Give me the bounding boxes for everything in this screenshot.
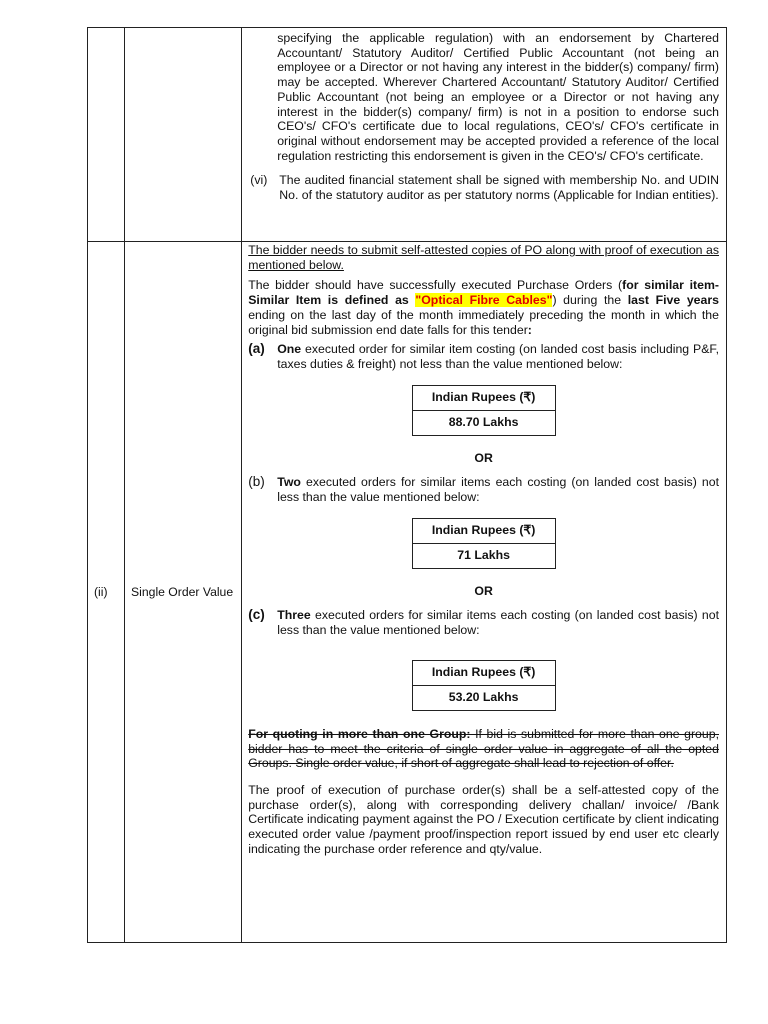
- list-item-vi: [248, 173, 719, 202]
- or-separator-1: OR: [474, 450, 493, 465]
- value-box-c-header: Indian Rupees (₹): [412, 660, 555, 685]
- option-b-text: executed orders for similar items each costing (on landed cost basis) not less than the value mentioned below:: [277, 475, 719, 505]
- option-a-marker: (a): [248, 341, 265, 357]
- para-bold-3: :: [527, 322, 532, 337]
- serial-number: (ii): [94, 584, 108, 599]
- option-b-count: Two: [277, 475, 301, 490]
- item-vi-text: The audited financial statement shall be signed with membership No. and UDIN No. of the statutory auditor as per statutory norms (Applicable for Indian entities).: [279, 173, 719, 203]
- serial-cell-empty: [88, 28, 125, 242]
- heading-cell: [125, 242, 242, 943]
- para-bold-2: last Five years: [627, 293, 719, 308]
- proof-paragraph: The proof of execution of purchase order(s) shall be a self-attested copy of the purchase order(s), along with corresponding delivery challan/ invoice/ /Bank Certificate indicating payment against the PO / Execution certificate by client indicating executed order value /payment proof/inspection report issued by end user etc clearly indicating the purchase order reference and qty/value.: [248, 782, 719, 856]
- criterion-heading: Single Order Value: [131, 584, 234, 599]
- option-c-marker: (c): [248, 607, 265, 623]
- option-b-marker: (b): [248, 474, 265, 490]
- heading-cell-empty: [125, 28, 242, 242]
- value-box-b-header: Indian Rupees (₹): [412, 518, 555, 543]
- serial-cell: [88, 242, 125, 943]
- or-separator-2: OR: [474, 583, 493, 598]
- value-box-b-value: 71 Lakhs: [412, 543, 555, 568]
- value-box-c-value: 53.20 Lakhs: [412, 685, 555, 710]
- para-text-3: ending on the last day of the month immediately preceding the month in which the original bid submission end date falls for this tender: [248, 307, 719, 337]
- value-box-c: [412, 660, 556, 711]
- value-box-a-value: 88.70 Lakhs: [412, 410, 555, 435]
- option-c-count: Three: [277, 608, 311, 623]
- option-c-text: executed orders for similar items each costing (on landed cost basis) not less than the value mentioned below:: [277, 608, 719, 638]
- content-cell: [242, 242, 727, 943]
- option-a: [248, 342, 719, 371]
- table-row-single-order-value: [88, 242, 727, 943]
- eligibility-table: [87, 27, 727, 943]
- value-box-b: [412, 518, 556, 569]
- struck-group-heading: For quoting in more than one Group:: [248, 726, 471, 741]
- para-text-1: The bidder should have successfully executed Purchase Orders (: [248, 278, 623, 293]
- option-a-count: One: [277, 342, 302, 357]
- criteria-paragraph: [248, 278, 719, 337]
- struck-group-text: If bid is submitted for more than one group, bidder has to meet the criteria of single order value in aggregate of all the opted Groups. Single order value, if short of aggregate shall lead to rejection of offer.: [248, 726, 719, 771]
- content-cell-previous: [242, 28, 727, 242]
- continued-paragraph: specifying the applicable regulation) with an endorsement by Chartered Accountant/ Statutory Auditor/ Certified Public Accountant (not being an employee or a Director or not having any interest in the bidder(s) company/ firm) may be accepted. Wherever Chartered Accountant/ Statutory Auditor/ Certified Public Accountant (not being an employee or a Director or not having any interest in the bidder(s) company/ firm) is not in a position to endorse such CEO's/ CFO's certificate due to local regulations, CEO's/ CFO's certificate in original without endorsement may be accepted provided a reference of the local regulation restricting this endorsement is given in the CEO's/ CFO's certificate.: [277, 31, 719, 163]
- table-row-previous: [88, 28, 727, 242]
- similar-item-highlight: "Optical Fibre Cables": [415, 293, 553, 308]
- option-c: [248, 608, 719, 637]
- item-vi-marker: (vi): [250, 173, 268, 188]
- option-b: [248, 475, 719, 504]
- value-box-a: [412, 385, 556, 436]
- struck-group-clause: [248, 727, 719, 771]
- para-text-2: ) during the: [552, 293, 628, 308]
- option-a-text: executed order for similar item costing (on landed cost basis including P&F, taxes duties & freight) not less than the value mentioned below:: [277, 342, 719, 371]
- intro-underlined: The bidder needs to submit self-attested copies of PO along with proof of execution as mentioned below.: [248, 243, 719, 272]
- para-bold-1: for similar item- Similar Item is defined as: [248, 278, 719, 308]
- value-box-a-header: Indian Rupees (₹): [412, 385, 555, 410]
